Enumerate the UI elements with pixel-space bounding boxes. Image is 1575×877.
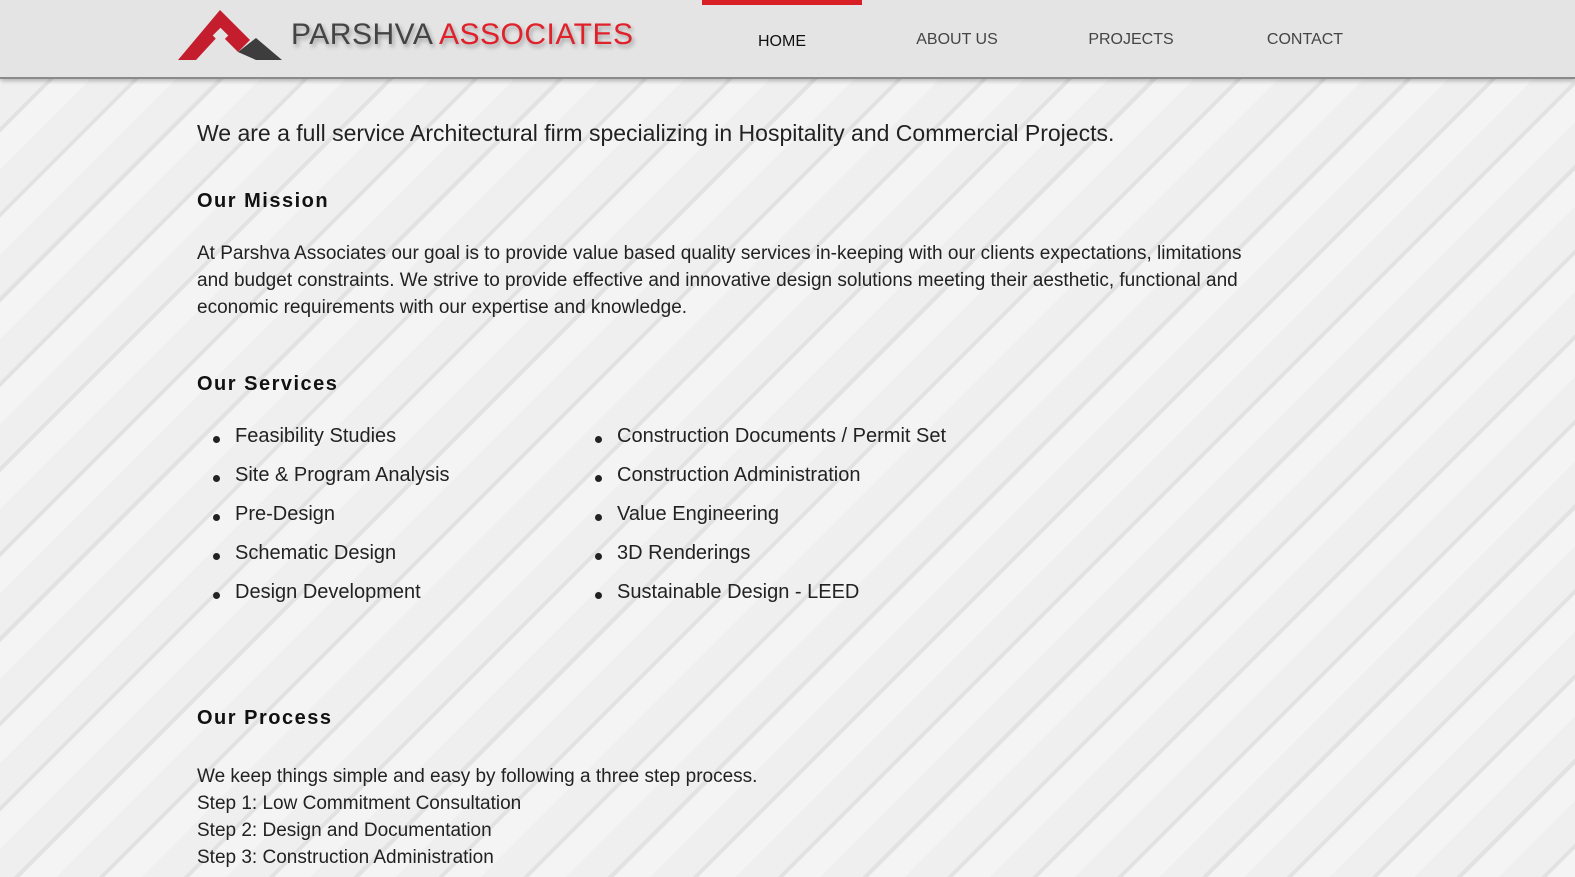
brand-name[interactable]: PARSHVA ASSOCIATES xyxy=(291,18,634,51)
list-item: Sustainable Design - LEED xyxy=(579,581,946,620)
process-line: Step 1: Low Commitment Consultation xyxy=(197,793,522,814)
services-heading: Our Services xyxy=(197,373,339,395)
process-line: Step 3: Construction Administration xyxy=(197,847,494,868)
list-item: Site & Program Analysis xyxy=(197,464,450,503)
list-item: Value Engineering xyxy=(579,503,946,542)
list-item: Design Development xyxy=(197,581,450,620)
list-item: Construction Documents / Permit Set xyxy=(579,425,946,464)
list-item: Schematic Design xyxy=(197,542,450,581)
services-list-2 xyxy=(579,425,946,620)
intro-text: We are a full service Architectural firm specializing in Hospitality and Commercial Projects. xyxy=(197,120,1115,146)
main-content xyxy=(197,120,1277,868)
mission-text: At Parshva Associates our goal is to provide value based quality services in-keeping with our clients expectations, limitations and budget constraints. We strive to provide effective and innovative design solutions meeting their aesthetic, functional and economic requirements with our expertise and knowledge. xyxy=(197,243,1242,318)
services-list-1 xyxy=(197,425,450,620)
site-header xyxy=(0,0,1575,79)
list-item: Construction Administration xyxy=(579,464,946,503)
nav-contact[interactable]: CONTACT xyxy=(1266,30,1344,48)
logo-icon[interactable] xyxy=(178,8,283,62)
list-item: Feasibility Studies xyxy=(197,425,450,464)
nav-home[interactable]: HOME xyxy=(702,0,862,79)
process-heading: Our Process xyxy=(197,707,333,729)
mission-heading: Our Mission xyxy=(197,190,330,212)
nav-about-us[interactable]: ABOUT US xyxy=(916,30,998,48)
list-item: 3D Renderings xyxy=(579,542,946,581)
nav-projects[interactable]: PROJECTS xyxy=(1088,30,1174,48)
process-line: We keep things simple and easy by following a three step process. xyxy=(197,766,758,787)
process-text xyxy=(197,763,757,871)
list-item: Pre-Design xyxy=(197,503,450,542)
process-line: Step 2: Design and Documentation xyxy=(197,820,492,841)
